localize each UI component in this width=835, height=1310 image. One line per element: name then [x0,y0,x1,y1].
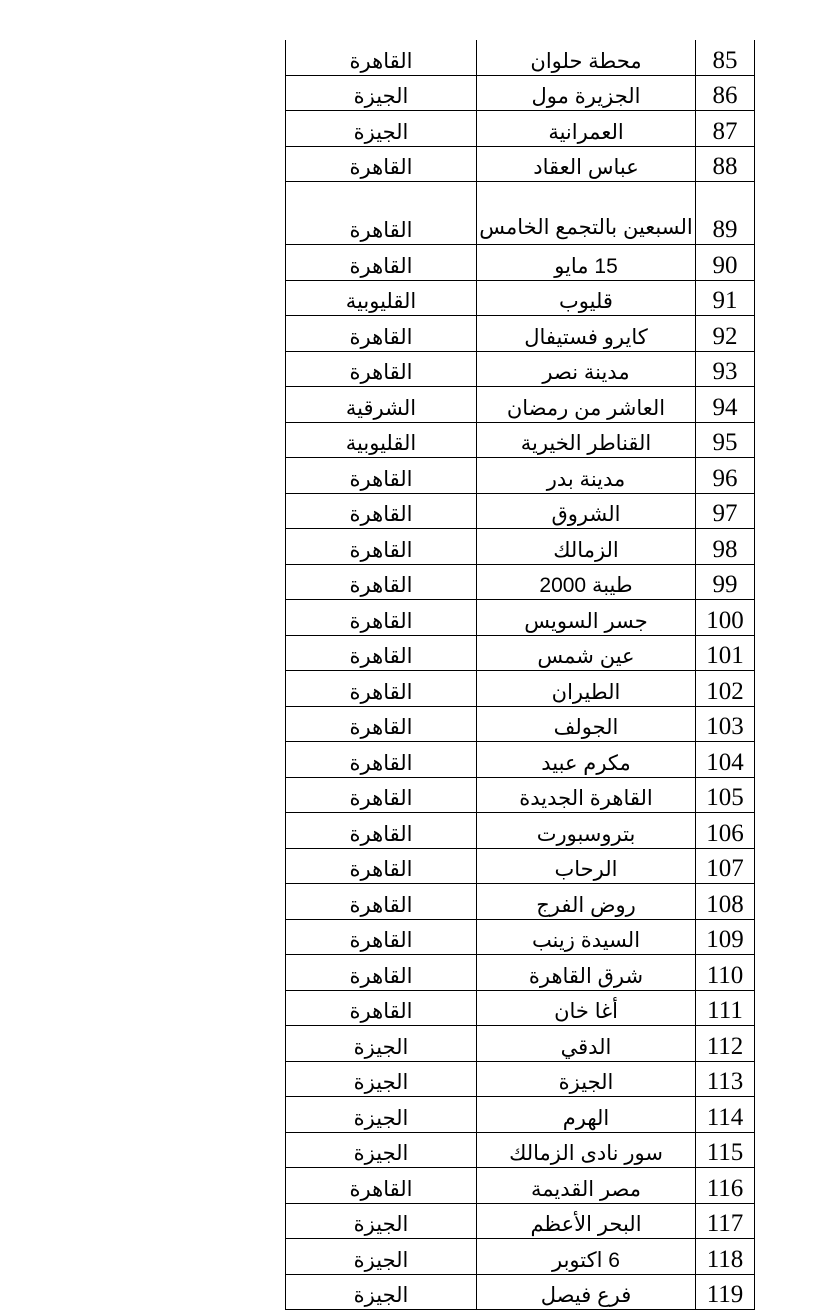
row-number: 110 [696,955,755,991]
table-row [286,458,755,494]
row-number: 86 [696,75,755,111]
row-number: 115 [696,1132,755,1168]
table-row [286,182,755,245]
station-name: الزمالك [477,529,696,565]
governorate-name: القاهرة [286,529,477,565]
station-name: قليوب [477,280,696,316]
row-number: 103 [696,706,755,742]
stations-table-body [286,40,755,1310]
table-row [286,351,755,387]
governorate-name: القاهرة [286,919,477,955]
table-row [286,493,755,529]
governorate-name: القاهرة [286,146,477,182]
row-number: 112 [696,1026,755,1062]
station-name: سور نادى الزمالك [477,1132,696,1168]
governorate-name: الجيزة [286,1097,477,1133]
table-row [286,280,755,316]
table-row [286,955,755,991]
governorate-name: القاهرة [286,351,477,387]
station-name: مدينة نصر [477,351,696,387]
station-name: أغا خان [477,990,696,1026]
station-name: بتروسبورت [477,813,696,849]
row-number: 95 [696,422,755,458]
governorate-name: القاهرة [286,564,477,600]
governorate-name: القاهرة [286,813,477,849]
governorate-name: الجيزة [286,1026,477,1062]
table-row [286,387,755,423]
governorate-name: القاهرة [286,40,477,75]
table-row [286,316,755,352]
row-number: 109 [696,919,755,955]
governorate-name: القاهرة [286,706,477,742]
station-name: القناطر الخيرية [477,422,696,458]
table-row [286,564,755,600]
table-row [286,245,755,281]
table-row [286,742,755,778]
governorate-name: الشرقية [286,387,477,423]
row-number: 91 [696,280,755,316]
governorate-name: الجيزة [286,1061,477,1097]
row-number: 111 [696,990,755,1026]
station-name: جسر السويس [477,600,696,636]
row-number: 104 [696,742,755,778]
table-row [286,1239,755,1275]
governorate-name: القاهرة [286,493,477,529]
governorate-name: القاهرة [286,182,477,245]
station-name: العاشر من رمضان [477,387,696,423]
row-number: 106 [696,813,755,849]
row-number: 105 [696,777,755,813]
table-row [286,635,755,671]
governorate-name: القاهرة [286,777,477,813]
station-name: السبعين بالتجمع الخامس [477,182,696,245]
station-name: 6 اكتوبر [477,1239,696,1275]
governorate-name: القليوبية [286,422,477,458]
table-row [286,884,755,920]
row-number: 85 [696,40,755,75]
governorate-name: القليوبية [286,280,477,316]
station-name: الهرم [477,1097,696,1133]
table-row [286,1168,755,1204]
station-name: الجزيرة مول [477,75,696,111]
table-row [286,1203,755,1239]
station-name: الدقي [477,1026,696,1062]
stations-table [285,40,755,1310]
row-number: 101 [696,635,755,671]
station-name: كايرو فستيفال [477,316,696,352]
station-name: القاهرة الجديدة [477,777,696,813]
station-name: فرع فيصل [477,1274,696,1310]
row-number: 97 [696,493,755,529]
row-number: 107 [696,848,755,884]
station-name: السيدة زينب [477,919,696,955]
row-number: 119 [696,1274,755,1310]
table-row [286,600,755,636]
station-name: محطة حلوان [477,40,696,75]
governorate-name: القاهرة [286,742,477,778]
station-name: شرق القاهرة [477,955,696,991]
row-number: 118 [696,1239,755,1275]
table-row [286,848,755,884]
table-row [286,75,755,111]
governorate-name: القاهرة [286,848,477,884]
governorate-name: الجيزة [286,75,477,111]
governorate-name: القاهرة [286,884,477,920]
table-row [286,40,755,75]
row-number: 93 [696,351,755,387]
governorate-name: القاهرة [286,955,477,991]
table-row [286,146,755,182]
row-number: 90 [696,245,755,281]
station-name: مكرم عبيد [477,742,696,778]
governorate-name: القاهرة [286,600,477,636]
station-name: الرحاب [477,848,696,884]
station-name: عباس العقاد [477,146,696,182]
governorate-name: الجيزة [286,1132,477,1168]
governorate-name: الجيزة [286,111,477,147]
table-row [286,1097,755,1133]
row-number: 114 [696,1097,755,1133]
station-name: الجولف [477,706,696,742]
table-row [286,1061,755,1097]
governorate-name: القاهرة [286,671,477,707]
row-number: 102 [696,671,755,707]
row-number: 89 [696,182,755,245]
table-row [286,919,755,955]
governorate-name: القاهرة [286,458,477,494]
station-name: الشروق [477,493,696,529]
table-row [286,1132,755,1168]
station-name: 15 مايو [477,245,696,281]
station-name: عين شمس [477,635,696,671]
row-number: 96 [696,458,755,494]
governorate-name: القاهرة [286,245,477,281]
row-number: 116 [696,1168,755,1204]
station-name: الجيزة [477,1061,696,1097]
governorate-name: القاهرة [286,990,477,1026]
table-row [286,990,755,1026]
table-row [286,813,755,849]
governorate-name: الجيزة [286,1239,477,1275]
governorate-name: الجيزة [286,1274,477,1310]
governorate-name: الجيزة [286,1203,477,1239]
row-number: 94 [696,387,755,423]
table-row [286,777,755,813]
station-name: روض الفرج [477,884,696,920]
row-number: 117 [696,1203,755,1239]
row-number: 87 [696,111,755,147]
governorate-name: القاهرة [286,316,477,352]
row-number: 88 [696,146,755,182]
station-name: الطيران [477,671,696,707]
table-row [286,529,755,565]
table-row [286,422,755,458]
table-row [286,706,755,742]
station-name: مصر القديمة [477,1168,696,1204]
row-number: 108 [696,884,755,920]
governorate-name: القاهرة [286,1168,477,1204]
row-number: 92 [696,316,755,352]
table-row [286,1026,755,1062]
station-name: مدينة بدر [477,458,696,494]
row-number: 98 [696,529,755,565]
row-number: 100 [696,600,755,636]
table-row [286,111,755,147]
row-number: 113 [696,1061,755,1097]
table-row [286,671,755,707]
station-name: العمرانية [477,111,696,147]
governorate-name: القاهرة [286,635,477,671]
station-name: طيبة 2000 [477,564,696,600]
station-name: البحر الأعظم [477,1203,696,1239]
table-row [286,1274,755,1310]
row-number: 99 [696,564,755,600]
